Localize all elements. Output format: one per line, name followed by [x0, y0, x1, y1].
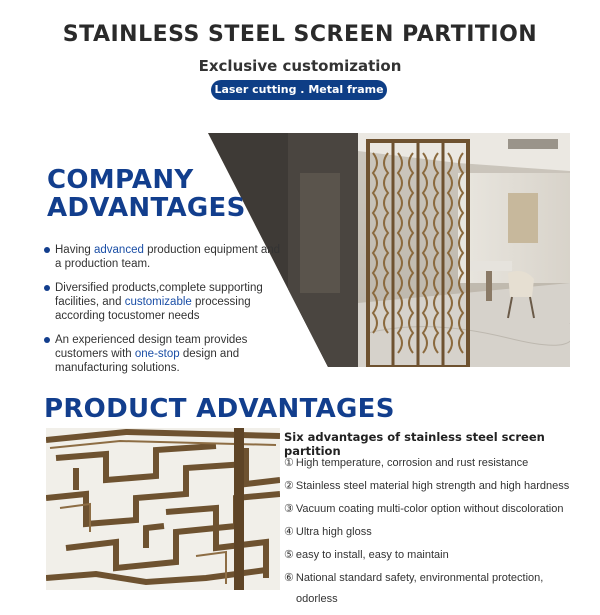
company-advantages-title — [47, 166, 246, 222]
company-advantages-list — [42, 243, 287, 385]
page-title: STAINLESS STEEL SCREEN PARTITION — [62, 22, 538, 47]
company-title-line2: ADVANTAGES — [47, 193, 246, 223]
feature-item — [284, 456, 584, 470]
feature-item — [284, 571, 584, 606]
bullet-dot-icon — [44, 337, 50, 343]
page-subtitle: Exclusive customization — [198, 57, 402, 75]
company-bullet — [42, 333, 287, 375]
company-bullet — [42, 243, 287, 271]
bullet-highlight: advanced — [94, 244, 144, 256]
bullet-text: design and manufacturing solutions. — [55, 348, 240, 374]
feature-item — [284, 479, 584, 493]
feature-item — [284, 502, 584, 516]
bullet-dot-icon — [44, 285, 50, 291]
feature-number: ③ — [284, 503, 294, 515]
feature-number: ⑤ — [284, 549, 294, 561]
product-feature-list — [284, 456, 584, 615]
feature-text: Ultra high gloss — [295, 526, 372, 538]
bullet-text: An experienced design team provides customers with — [55, 334, 248, 360]
six-advantages-title: Six advantages of stainless steel screen partition — [284, 430, 545, 458]
feature-item — [284, 525, 584, 539]
product-advantages-title: PRODUCT ADVANTAGES — [44, 394, 395, 424]
feature-text: easy to install, easy to maintain — [295, 549, 449, 561]
bullet-text: Diversified products,complete supporting facilities, and — [55, 282, 263, 308]
feature-text: Vacuum coating multi-color option without discoloration — [295, 503, 564, 515]
feature-item — [284, 548, 584, 562]
bullet-highlight: one-stop — [134, 348, 180, 360]
company-bullet — [42, 281, 287, 323]
feature-number: ① — [284, 457, 294, 469]
feature-text: High temperature, corrosion and rust resistance — [295, 457, 529, 469]
bullet-highlight: customizable — [124, 296, 192, 308]
bullet-text: Having — [55, 244, 94, 256]
bullet-text: processing according tocustomer needs — [55, 296, 251, 322]
feature-text-continued: odorless — [296, 593, 338, 605]
feature-text: National standard safety, environmental protection, — [295, 572, 544, 584]
lattice-screen-photo — [46, 428, 280, 590]
feature-number: ④ — [284, 526, 294, 538]
company-title-line1: COMPANY — [47, 165, 194, 195]
feature-number: ② — [284, 480, 294, 492]
bullet-dot-icon — [44, 247, 50, 253]
bullet-text: production equipment and a production team. — [55, 244, 281, 270]
feature-pill: Laser cutting . Metal frame — [211, 80, 387, 100]
feature-number: ⑥ — [284, 572, 294, 584]
feature-text: Stainless steel material high strength and high hardness — [295, 480, 570, 492]
